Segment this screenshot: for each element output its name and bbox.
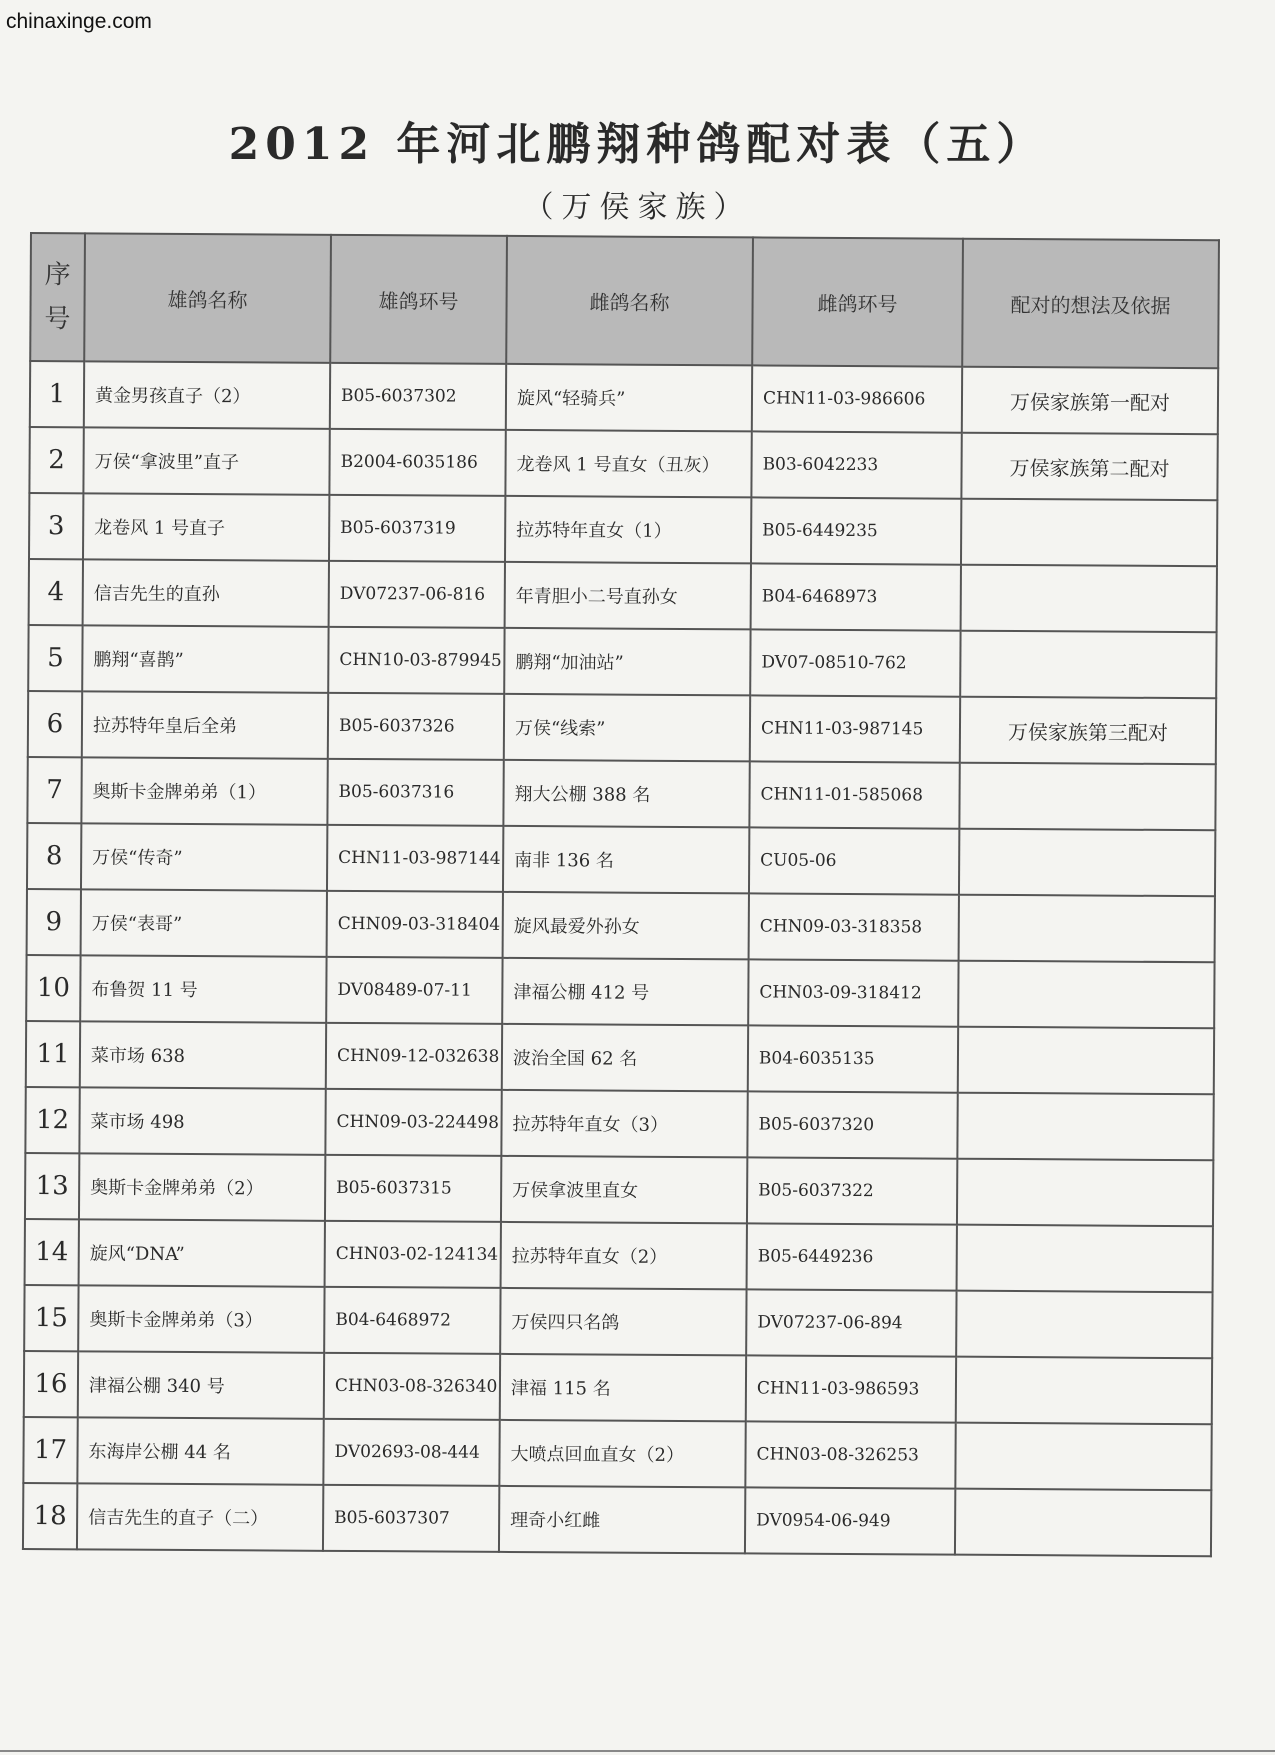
- cell-female-ring: CHN11-03-986606: [752, 365, 962, 432]
- cell-seq: 3: [29, 493, 83, 559]
- cell-male-ring: B04-6468972: [324, 1287, 500, 1354]
- cell-female-name: 津福 115 名: [500, 1354, 746, 1422]
- cell-seq: 14: [25, 1219, 79, 1285]
- cell-female-ring: CHN03-09-318412: [748, 959, 958, 1026]
- cell-female-ring: B04-6035135: [748, 1025, 958, 1092]
- cell-note: [961, 499, 1217, 567]
- cell-male-ring: B05-6037307: [323, 1485, 499, 1552]
- cell-note: [960, 631, 1216, 699]
- cell-seq: 16: [24, 1351, 78, 1417]
- cell-female-ring: CHN11-03-987145: [750, 695, 960, 762]
- table-row: [27, 823, 1215, 896]
- cell-male-ring: CHN03-08-326340: [324, 1353, 500, 1420]
- cell-male-name: 万侯“拿波里”直子: [83, 427, 329, 495]
- cell-female-name: 龙卷风 1 号直女（丑灰）: [505, 430, 751, 498]
- cell-seq: 7: [27, 757, 81, 823]
- cell-seq: 1: [30, 361, 84, 427]
- cell-note: [959, 895, 1215, 963]
- cell-male-ring: CHN11-03-987144: [327, 825, 503, 892]
- cell-female-ring: CU05-06: [749, 827, 959, 894]
- cell-male-name: 万侯“传奇”: [81, 823, 327, 891]
- cell-male-name: 万侯“表哥”: [81, 889, 327, 957]
- cell-note: [961, 565, 1217, 633]
- cell-male-ring: B05-6037319: [329, 495, 505, 562]
- cell-male-name: 菜市场 498: [79, 1087, 325, 1155]
- cell-note: [955, 1423, 1211, 1491]
- cell-female-name: 旋风“轻骑兵”: [506, 364, 752, 432]
- table-row: [23, 1417, 1211, 1490]
- cell-seq: 8: [27, 823, 81, 889]
- pairing-table-container: [22, 232, 1218, 1557]
- cell-male-name: 黄金男孩直子（2）: [84, 361, 330, 429]
- cell-female-name: 万侯拿波里直女: [501, 1156, 747, 1224]
- cell-seq: 15: [24, 1285, 78, 1351]
- table-row: [24, 1285, 1212, 1358]
- cell-female-name: 理奇小红雌: [499, 1486, 745, 1554]
- cell-male-ring: DV08489-07-11: [326, 957, 502, 1024]
- cell-male-name: 鹏翔“喜鹊”: [82, 625, 328, 693]
- table-row: [25, 1219, 1213, 1292]
- table-row: [25, 1087, 1213, 1160]
- cell-note: [958, 1027, 1214, 1095]
- header-seq-top: 序: [44, 260, 71, 291]
- cell-male-ring: CHN09-12-032638: [326, 1023, 502, 1090]
- cell-female-ring: CHN09-03-318358: [749, 893, 959, 960]
- cell-note: 万侯家族第一配对: [962, 367, 1218, 435]
- table-body: [23, 361, 1218, 1556]
- header-seq-bottom: 号: [44, 304, 71, 335]
- pairing-table: [22, 232, 1220, 1557]
- cell-male-ring: CHN09-03-224498: [325, 1089, 501, 1156]
- cell-female-ring: B05-6037322: [747, 1157, 957, 1224]
- cell-male-ring: CHN09-03-318404: [327, 891, 503, 958]
- cell-note: [955, 1489, 1211, 1557]
- header-male-ring: 雄鸽环号: [330, 235, 507, 364]
- cell-male-name: 龙卷风 1 号直子: [83, 493, 329, 561]
- cell-note: [956, 1357, 1212, 1425]
- cell-female-ring: CHN11-01-585068: [749, 761, 959, 828]
- cell-male-name: 信吉先生的直子（二）: [77, 1483, 323, 1551]
- cell-female-ring: CHN11-03-986593: [746, 1355, 956, 1422]
- cell-note: [958, 961, 1214, 1029]
- cell-seq: 12: [25, 1087, 79, 1153]
- cell-seq: 6: [28, 691, 82, 757]
- cell-note: 万侯家族第三配对: [960, 697, 1216, 765]
- cell-male-name: 奥斯卡金牌弟弟（2）: [79, 1153, 325, 1221]
- header-male-name: 雄鸽名称: [84, 233, 331, 363]
- cell-note: [959, 763, 1215, 831]
- cell-female-name: 拉苏特年直女（1）: [505, 496, 751, 564]
- cell-note: [957, 1093, 1213, 1161]
- cell-male-ring: B05-6037315: [325, 1155, 501, 1222]
- cell-male-name: 布鲁贺 11 号: [80, 955, 326, 1023]
- cell-male-name: 菜市场 638: [80, 1021, 326, 1089]
- cell-seq: 5: [28, 625, 82, 691]
- cell-seq: 2: [29, 427, 83, 493]
- cell-male-name: 东海岸公棚 44 名: [77, 1417, 323, 1485]
- cell-male-ring: DV02693-08-444: [323, 1419, 499, 1486]
- table-header-row: [30, 233, 1219, 368]
- cell-female-name: 年青胆小二号直孙女: [505, 562, 751, 630]
- cell-note: [957, 1159, 1213, 1227]
- cell-female-ring: B04-6468973: [751, 563, 961, 630]
- table-row: [26, 1021, 1214, 1094]
- cell-male-name: 奥斯卡金牌弟弟（1）: [81, 757, 327, 825]
- header-female-name: 雌鸽名称: [506, 236, 753, 366]
- cell-male-ring: DV07237-06-816: [329, 561, 505, 628]
- cell-female-name: 大喷点回血直女（2）: [499, 1420, 745, 1488]
- table-row: [29, 427, 1217, 500]
- cell-female-ring: B05-6449236: [747, 1223, 957, 1290]
- cell-female-ring: B05-6037320: [747, 1091, 957, 1158]
- cell-male-ring: B05-6037302: [330, 363, 506, 430]
- cell-male-ring: B05-6037326: [328, 693, 504, 760]
- cell-female-name: 万侯“线索”: [504, 694, 750, 762]
- cell-note: 万侯家族第二配对: [961, 433, 1217, 501]
- cell-seq: 13: [25, 1153, 79, 1219]
- header-seq: [30, 233, 85, 361]
- cell-note: [959, 829, 1215, 897]
- cell-female-name: 旋风最爱外孙女: [503, 892, 749, 960]
- cell-seq: 10: [26, 955, 80, 1021]
- page-subtitle: （万侯家族）: [523, 190, 752, 225]
- cell-female-name: 拉苏特年直女（2）: [501, 1222, 747, 1290]
- cell-female-name: 拉苏特年直女（3）: [501, 1090, 747, 1158]
- cell-female-name: 波治全国 62 名: [502, 1024, 748, 1092]
- cell-seq: 17: [23, 1417, 77, 1483]
- table-row: [27, 757, 1215, 830]
- cell-seq: 4: [29, 559, 83, 625]
- cell-male-name: 旋风“DNA”: [79, 1219, 325, 1287]
- table-row: [30, 361, 1218, 434]
- table-row: [24, 1351, 1212, 1424]
- cell-male-name: 信吉先生的直孙: [83, 559, 329, 627]
- cell-female-ring: CHN03-08-326253: [745, 1421, 955, 1488]
- cell-seq: 11: [26, 1021, 80, 1087]
- cell-female-ring: B05-6449235: [751, 497, 961, 564]
- cell-female-name: 津福公棚 412 号: [502, 958, 748, 1026]
- table-row: [25, 1153, 1213, 1226]
- cell-male-ring: B05-6037316: [327, 759, 503, 826]
- cell-female-name: 鹏翔“加油站”: [504, 628, 750, 696]
- cell-female-ring: DV07-08510-762: [750, 629, 960, 696]
- header-female-ring: 雌鸽环号: [752, 237, 963, 366]
- table-row: [29, 493, 1217, 566]
- table-row: [23, 1483, 1211, 1556]
- cell-male-ring: CHN10-03-879945: [328, 627, 504, 694]
- cell-note: [957, 1225, 1213, 1293]
- table-row: [27, 889, 1215, 962]
- cell-male-name: 拉苏特年皇后全弟: [82, 691, 328, 759]
- cell-female-name: 翔大公棚 388 名: [503, 760, 749, 828]
- cell-male-ring: CHN03-02-124134: [325, 1221, 501, 1288]
- cell-seq: 9: [27, 889, 81, 955]
- table-row: [28, 625, 1216, 698]
- cell-female-name: 万侯四只名鸽: [500, 1288, 746, 1356]
- cell-male-name: 津福公棚 340 号: [78, 1351, 324, 1419]
- table-row: [29, 559, 1217, 632]
- cell-male-name: 奥斯卡金牌弟弟（3）: [78, 1285, 324, 1353]
- cell-female-ring: DV07237-06-894: [746, 1289, 956, 1356]
- watermark: chinaxinge.com: [6, 10, 152, 33]
- cell-female-ring: DV0954-06-949: [745, 1487, 955, 1554]
- page-bottom-edge: [0, 1750, 1275, 1752]
- cell-seq: 18: [23, 1483, 77, 1549]
- table-row: [28, 691, 1216, 764]
- table-row: [26, 955, 1214, 1028]
- cell-female-name: 南非 136 名: [503, 826, 749, 894]
- cell-note: [956, 1291, 1212, 1359]
- cell-male-ring: B2004-6035186: [329, 429, 505, 496]
- header-notes: 配对的想法及依据: [962, 239, 1219, 369]
- cell-female-ring: B03-6042233: [751, 431, 961, 498]
- page-title: 2012 年河北鹏翔种鸽配对表（五）: [228, 119, 1047, 170]
